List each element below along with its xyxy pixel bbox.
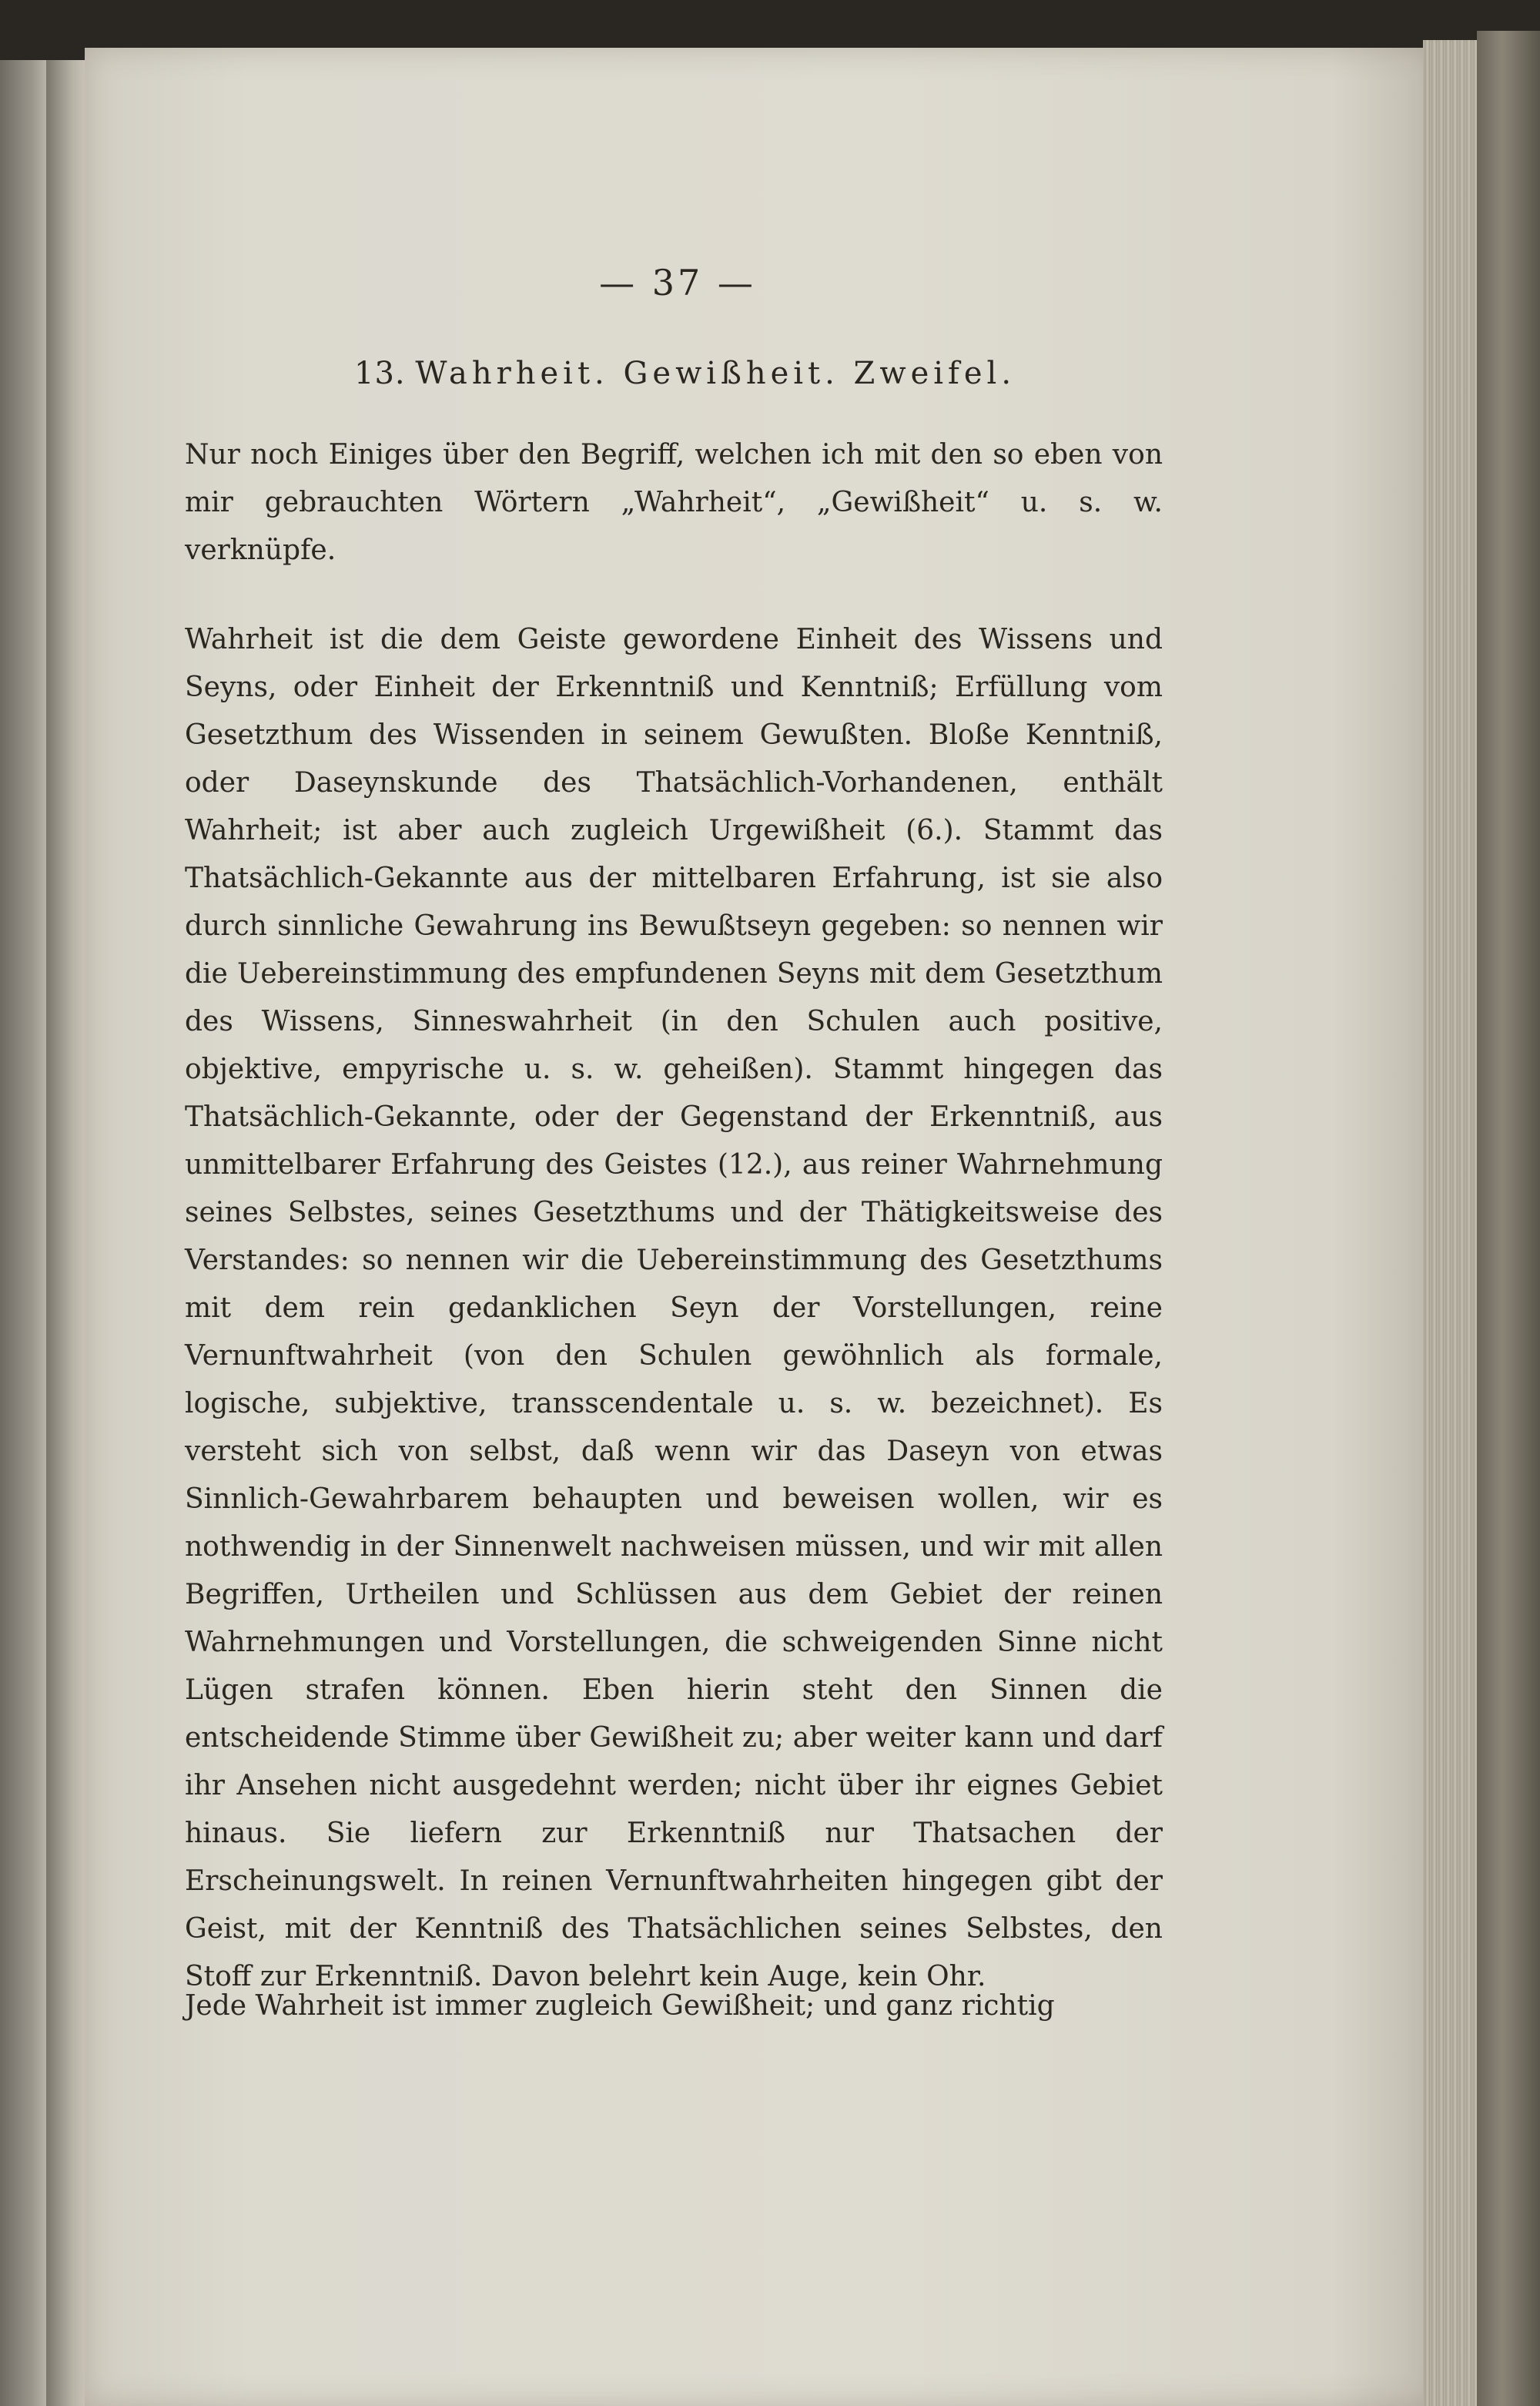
page-number: — 37 — [599, 262, 756, 303]
paragraph-jede-wahrheit: Jede Wahrheit ist immer zugleich Gewißheit; und ganz richtig [185, 1990, 1055, 2022]
section-title: Wahrheit. Gewißheit. Zweifel. [415, 356, 1016, 391]
section-number: 13. [354, 356, 406, 391]
paragraph-intro: Nur noch Einiges über den Begriff, welchen ich mit den so eben von mir gebrauchten Wörtern „Wahrheit“, „Gewißheit“ u. s. w. verknüpfe. [185, 439, 1163, 566]
page-stack-edge [1423, 40, 1478, 2406]
previous-page-edge [0, 60, 46, 2406]
paragraph-wahrheit: Wahrheit ist die dem Geiste gewordene Einheit des Wissens und Seyns, oder Einheit der Erkenntniß und Kenntniß; Erfüllung vom Gesetzthum des Wissenden in seinem Gewußten. Bloße Kenntniß, oder Daseynskunde des Thatsächlich-Vorhandenen, enthält Wahrheit; ist aber auch zugleich Urgewißheit (6.). Stammt das Thatsächlich-Gekannte aus der mittelbaren Erfahrung, ist sie also durch sinnliche Gewahrung ins Bewußtseyn gegeben: so nennen wir die Uebereinstimmung des empfundenen Seyns mit dem Gesetzthum des Wissens, Sinneswahrheit (in den Schulen auch positive, objektive, empyrische u. s. w. geheißen). Stammt hingegen das Thatsächlich-Gekannte, oder der Gegenstand der Erkenntniß, aus unmittelbarer Erfahrung des Geistes (12.), aus reiner Wahrnehmung seines Selbstes, seines Gesetzthums und der Thätigkeitsweise des Verstandes: so nennen wir die Uebereinstimmung des Gesetzthums mit dem rein gedanklichen Seyn der Vorstellungen, reine Vernunftwahrheit (von den Schulen gewöhnlich als formale, logische, subjektive, transscendentale u. s. w. bezeichnet). Es versteht sich von selbst, daß wenn wir das Daseyn von etwas Sinnlich-Gewahrbarem behaupten und beweisen wollen, wir es nothwendig in der Sinnenwelt nachweisen müssen, und wir mit allen Begriffen, Urtheilen und Schlüssen aus dem Gebiet der reinen Wahrnehmungen und Vorstellungen, die schweigenden Sinne nicht Lügen strafen können. Eben hierin steht den Sinnen die entscheidende Stimme über Gewißheit zu; aber weiter kann und darf ihr Ansehen nicht ausgedehnt werden; nicht über ihr eignes Gebiet hinaus. Sie liefern zur Erkenntniß nur Thatsachen der Erscheinungswelt. In reinen Vernunftwahrheiten hingegen gibt der Geist, mit der Kenntniß des Thatsächlichen seines Selbstes, den Stoff zur Erkenntniß. Davon belehrt kein Auge, kein Ohr. [185, 624, 1163, 1992]
book-cover-edge [1477, 31, 1540, 2406]
section-heading [354, 356, 1047, 391]
